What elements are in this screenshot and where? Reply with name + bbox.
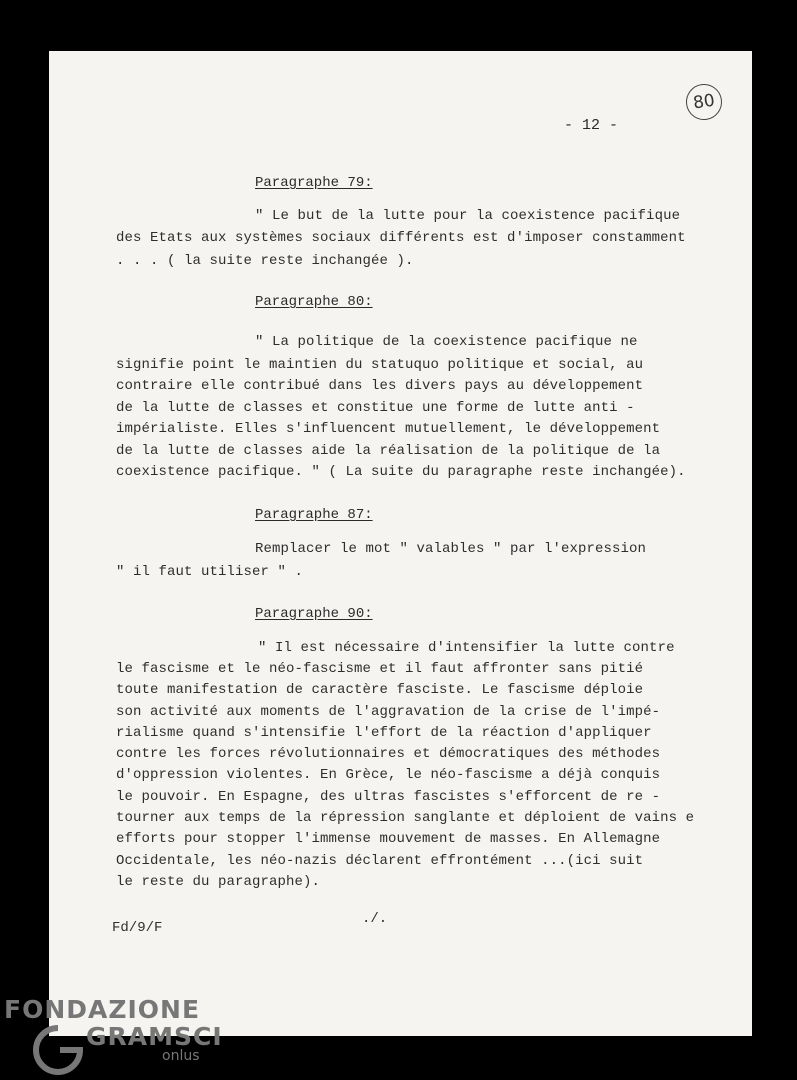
text-line: contraire elle contribué dans les divers pays au développement bbox=[116, 378, 644, 394]
text-line: tourner aux temps de la répression sanglante et déploient de vains e bbox=[116, 810, 695, 826]
text-line: " il faut utiliser " . bbox=[116, 564, 304, 580]
watermark-gramsci: GRAMSCI bbox=[86, 1022, 223, 1051]
text-line: " Le but de la lutte pour la coexistence pacifique bbox=[255, 208, 681, 224]
section-heading: Paragraphe 79: bbox=[255, 175, 373, 191]
text-line: contre les forces révolutionnaires et démocratiques des méthodes bbox=[116, 746, 661, 762]
text-line: Remplacer le mot " valables " par l'expression bbox=[255, 541, 647, 557]
gramsci-logo-icon bbox=[30, 1022, 86, 1078]
text-line: son activité aux moments de l'aggravation de la crise de l'impé- bbox=[116, 704, 661, 720]
text-line: des Etats aux systèmes sociaux différents est d'imposer constamment bbox=[116, 230, 686, 246]
text-line: Occidentale, les néo-nazis déclarent effrontément ...(ici suit bbox=[116, 853, 644, 869]
watermark-onlus: onlus bbox=[162, 1048, 200, 1064]
text-line: signifie point le maintien du statuquo politique et social, au bbox=[116, 357, 644, 373]
text-line: impérialiste. Elles s'influencent mutuellement, le développement bbox=[116, 421, 661, 437]
page-number: - 12 - bbox=[564, 117, 619, 134]
text-line: le reste du paragraphe). bbox=[116, 874, 321, 890]
archive-reference: Fd/9/F bbox=[112, 920, 163, 936]
text-line: " La politique de la coexistence pacifique ne bbox=[255, 334, 638, 350]
text-line: d'oppression violentes. En Grèce, le néo-fascisme a déjà conquis bbox=[116, 767, 661, 783]
text-line: efforts pour stopper l'immense mouvement de masses. En Allemagne bbox=[116, 831, 661, 847]
text-line: " Il est nécessaire d'intensifier la lutte contre bbox=[258, 640, 675, 656]
text-line: rialisme quand s'intensifie l'effort de la réaction d'appliquer bbox=[116, 725, 652, 741]
watermark-fondazione: FONDAZIONE bbox=[4, 995, 201, 1024]
text-line: le fascisme et le néo-fascisme et il faut affronter sans pitié bbox=[116, 661, 644, 677]
text-line: le pouvoir. En Espagne, des ultras fascistes s'efforcent de re - bbox=[116, 789, 661, 805]
section-heading: Paragraphe 87: bbox=[255, 507, 373, 523]
text-line: de la lutte de classes aide la réalisation de la politique de la bbox=[116, 443, 661, 459]
continuation-mark: ./. bbox=[362, 911, 388, 927]
text-line: . . . ( la suite reste inchangée ). bbox=[116, 253, 414, 269]
text-line: coexistence pacifique. " ( La suite du paragraphe reste inchangée). bbox=[116, 464, 686, 480]
text-line: toute manifestation de caractère fasciste. Le fascisme déploie bbox=[116, 682, 644, 698]
section-heading: Paragraphe 80: bbox=[255, 294, 373, 310]
section-heading: Paragraphe 90: bbox=[255, 606, 373, 622]
text-line: de la lutte de classes et constitue une forme de lutte anti - bbox=[116, 400, 635, 416]
archive-stamp: 80 bbox=[684, 82, 725, 123]
